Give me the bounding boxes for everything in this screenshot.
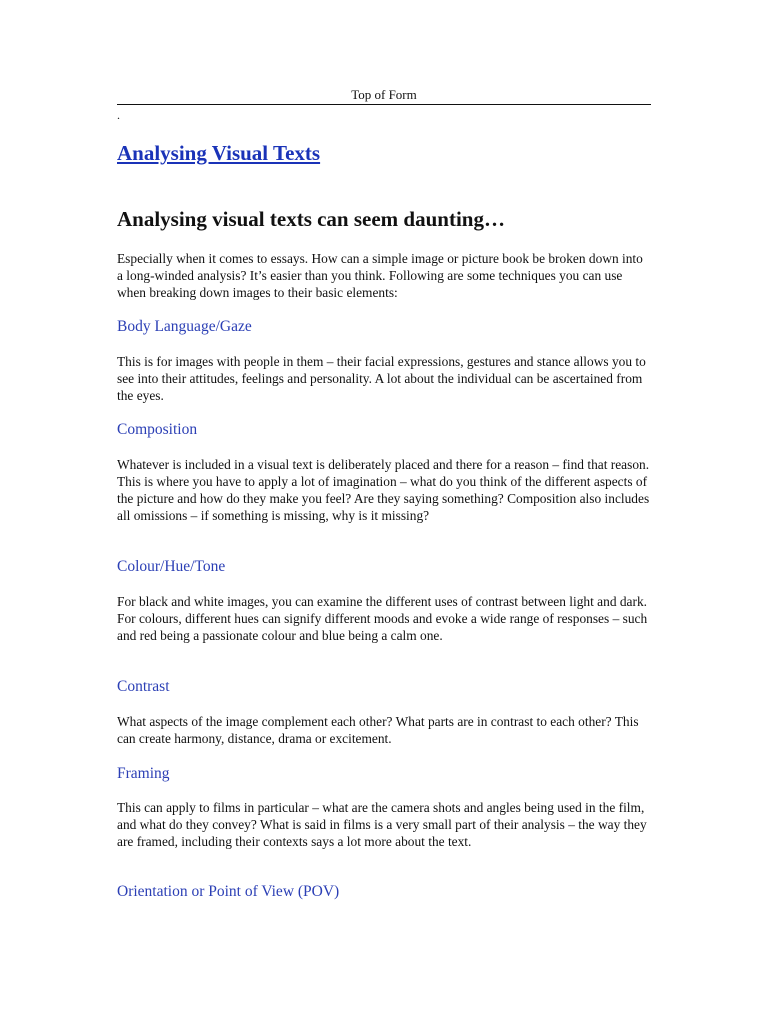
heading-contrast: Contrast [117, 678, 170, 695]
document-subtitle: Analysing visual texts can seem daunting… [117, 207, 505, 231]
heading-colour: Colour/Hue/Tone [117, 558, 226, 575]
heading-framing: Framing [117, 765, 170, 782]
document-title-link[interactable]: Analysing Visual Texts [117, 141, 321, 165]
intro-paragraph: Especially when it comes to essays. How can a simple image or picture book be broken down into a long-winded analysis? It’s easier than you think. Following are some techniques you can use when breaking down images to their basic elements: [117, 251, 643, 300]
paragraph-contrast: What aspects of the image complement each other? What parts are in contrast to each other? This can create harmony, distance, drama or excitement. [117, 714, 639, 746]
paragraph-composition: Whatever is included in a visual text is deliberately placed and there for a reason – find that reason. This is where you have to apply a lot of imagination – what do you think of the different aspects of the picture and how do they make you feel? Are they saying something? Composition also includes all omissions – if something is missing, why is it missing? [117, 457, 650, 523]
paragraph-body-language: This is for images with people in them – their facial expressions, gestures and stance allows you to see into their attitudes, feelings and personality. A lot about the individual can be ascertained from the eyes. [117, 354, 646, 403]
top-of-form-label: Top of Form [351, 87, 417, 102]
paragraph-colour: For black and white images, you can examine the different uses of contrast between light and dark. For colours, different hues can signify different moods and evoke a wide range of responses – such and red being a passionate colour and blue being a calm one. [117, 594, 648, 643]
paragraph-framing: This can apply to films in particular – what are the camera shots and angles being used in the film, and what do they convey? What is said in films is a very small part of their analysis – the way they are framed, including their contexts says a lot more about the text. [117, 800, 647, 849]
heading-orientation: Orientation or Point of View (POV) [117, 883, 340, 900]
heading-body-language: Body Language/Gaze [117, 318, 252, 335]
form-dot: . [117, 108, 120, 122]
form-divider [117, 104, 651, 105]
heading-composition: Composition [117, 421, 198, 438]
